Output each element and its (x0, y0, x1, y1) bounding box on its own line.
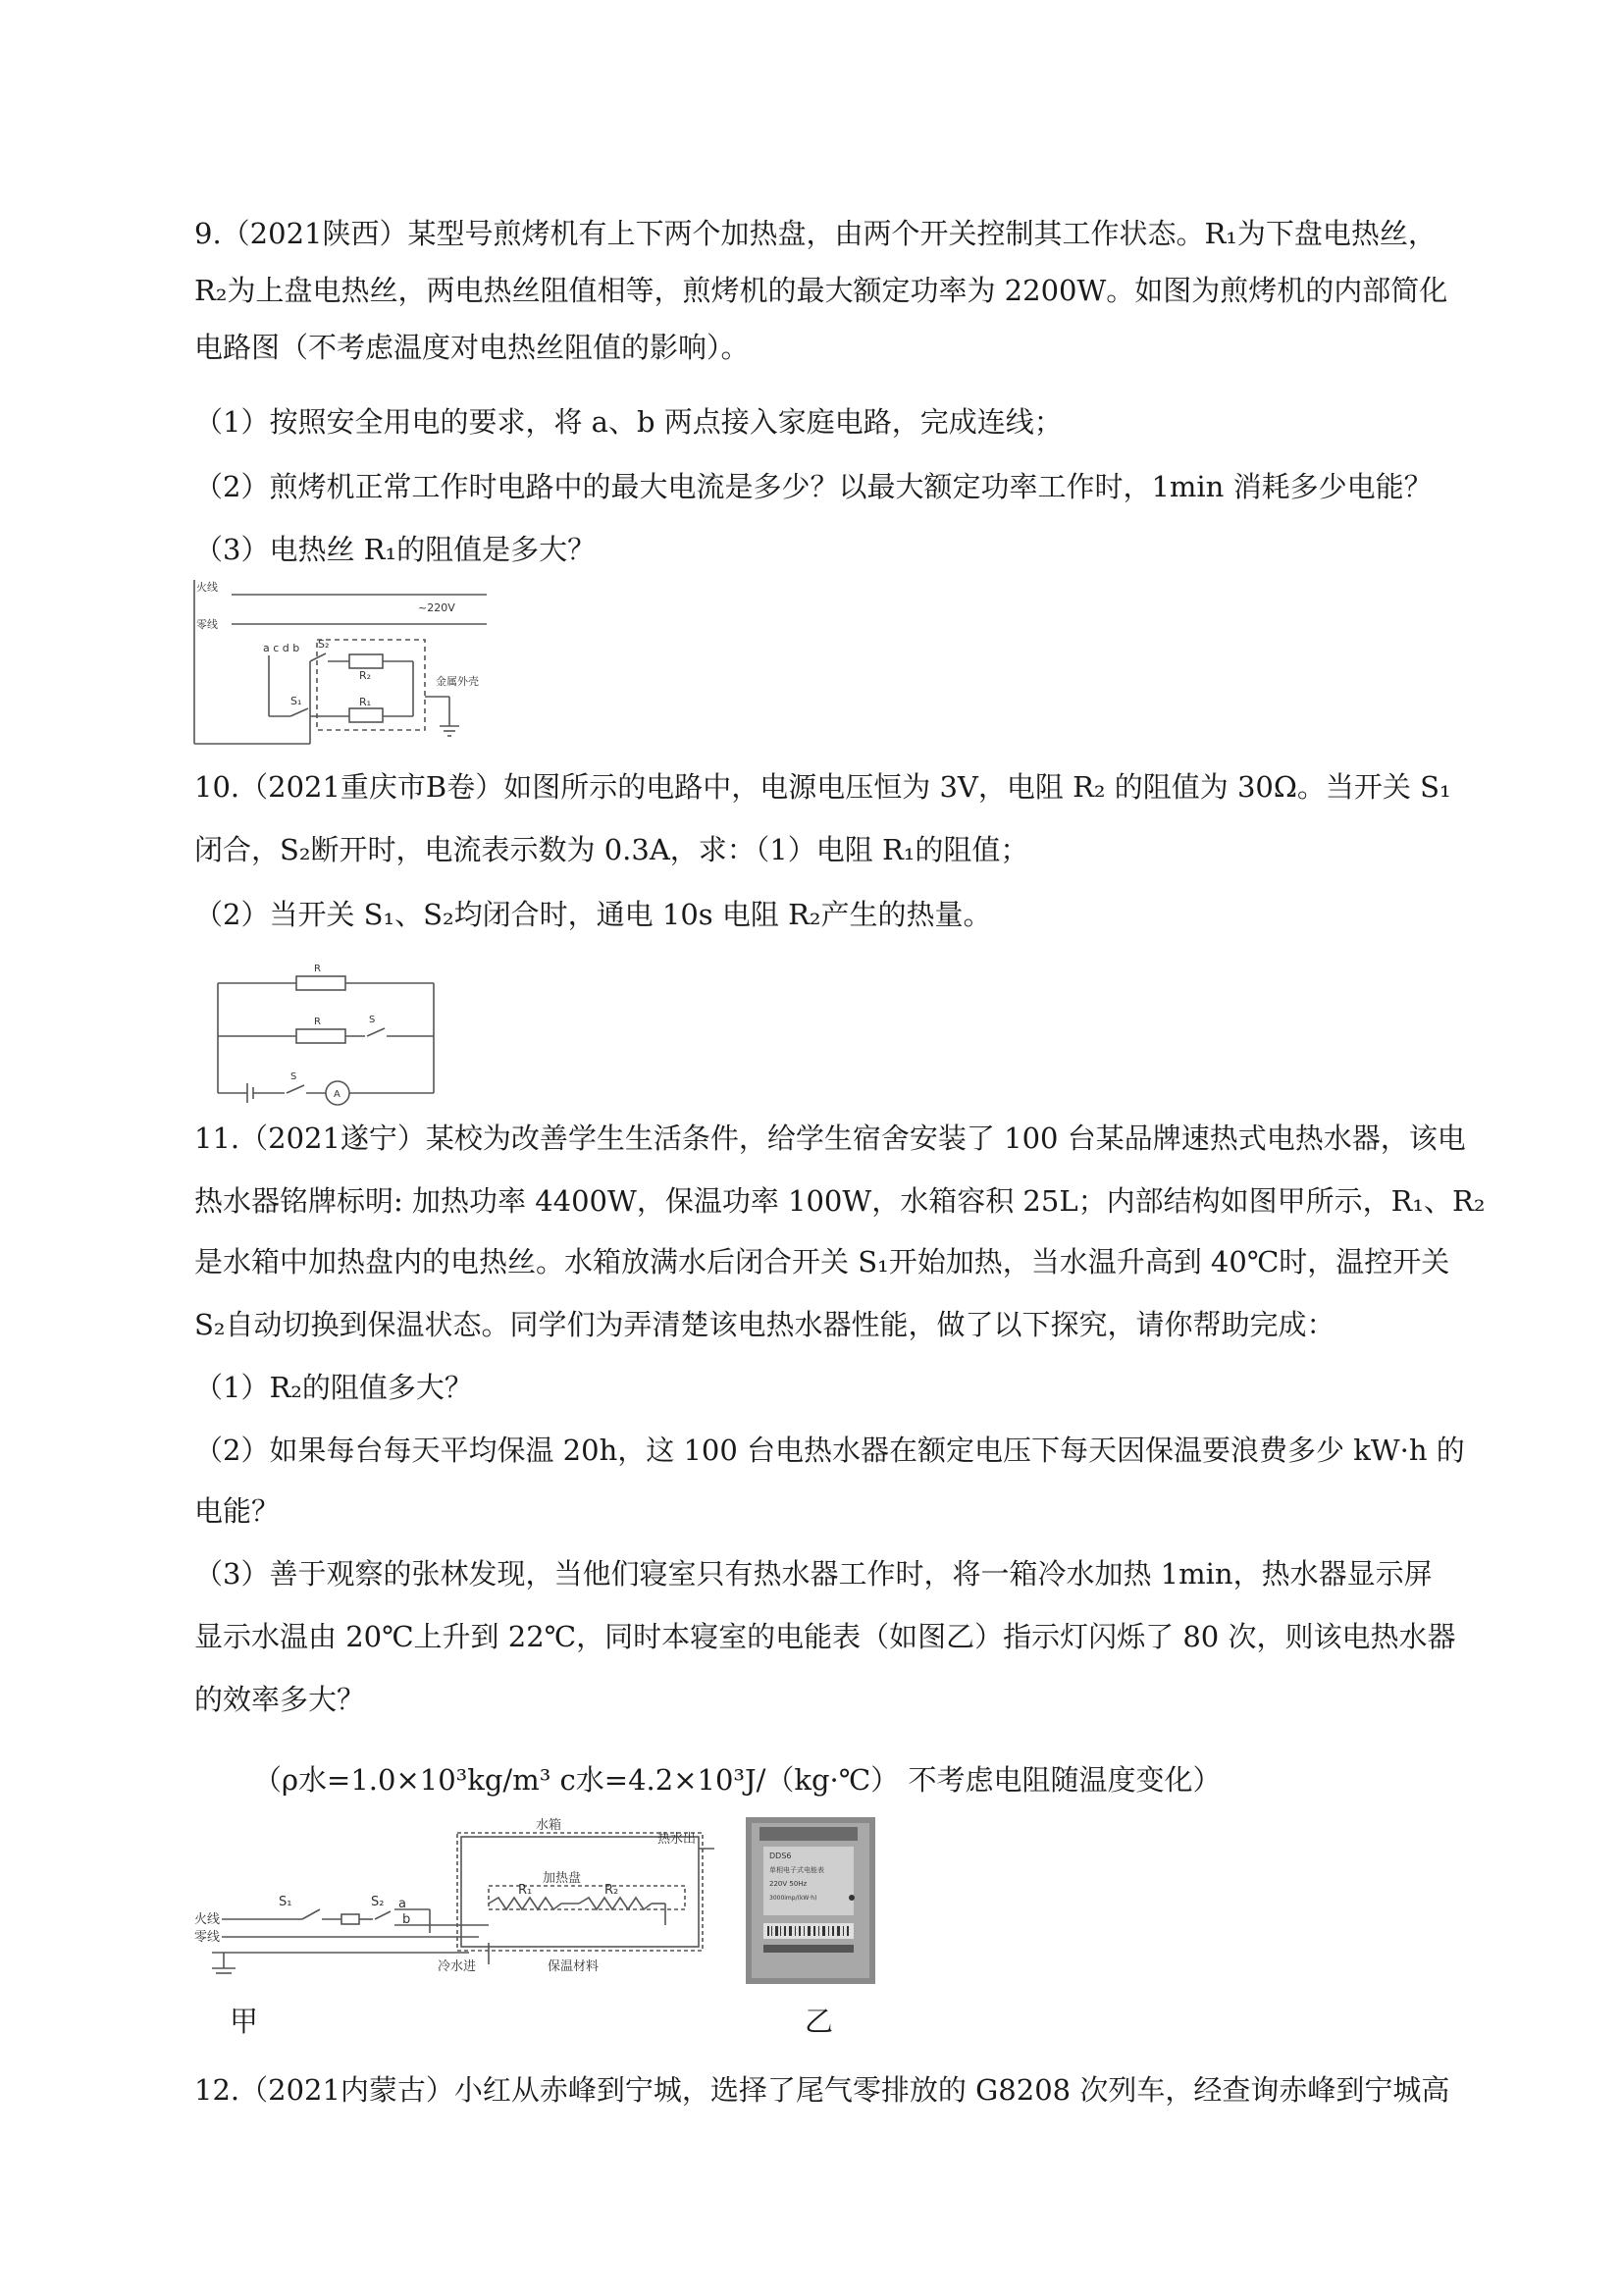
q11-part-2-cont: 电能？ (194, 1494, 281, 1528)
q10-line-2: 闭合，S₂断开时，电流表示数为 0.3A，求：（1）电阻 R₁的阻值； (194, 833, 1029, 866)
q11-heater-circuit-diagram (194, 1815, 714, 1992)
q11-tank-label: 水箱 (536, 1818, 562, 1833)
q9-s2-label: S₂ (318, 638, 330, 651)
q9-circuit-diagram (192, 579, 516, 756)
q11-meter-indicator-light (849, 1895, 855, 1901)
q9-points-label: a c d b (263, 642, 300, 654)
q11-insulation-label: 保温材料 (548, 1959, 600, 1974)
q11-hot-out-label: 热水出 (657, 1832, 697, 1847)
q11-line-3: 是水箱中加热盘内的电热丝。水箱放满水后闭合开关 S₁开始加热，当水温升高到 40℃时，温控开关 (194, 1245, 1450, 1278)
q9-case-label: 金属外壳 (436, 675, 479, 688)
q10-s2-label: S (369, 1015, 376, 1025)
q9-neutral-wire-label: 零线 (196, 618, 218, 631)
q9-part-3: （3）电热丝 R₁的阻值是多大？ (194, 533, 597, 566)
q11-r1-label: R₁ (518, 1883, 533, 1898)
q10-part-2: （2）当开关 S₁、S₂均闭合时，通电 10s 电阻 R₂产生的热量。 (194, 898, 992, 931)
q11-meter-rating: 220V 50Hz (769, 1880, 808, 1888)
q11-part-2: （2）如果每台每天平均保温 20h，这 100 台电热水器在额定电压下每天因保温要浪费多少 kW·h 的 (194, 1434, 1465, 1467)
q9-line-3: 电路图（不考虑温度对电热丝阻值的影响）。 (194, 331, 750, 364)
q11-live-label: 火线 (194, 1912, 221, 1927)
q11-r2-label: R₂ (604, 1883, 619, 1898)
q11-s1-label: S₁ (279, 1895, 292, 1909)
q10-s1-label: S (290, 1071, 297, 1082)
q11-part-3-cont-2: 的效率多大？ (194, 1683, 366, 1716)
q10-ammeter-label: A (334, 1089, 340, 1100)
q11-part-3: （3）善于观察的张林发现，当他们寝室只有热水器工作时，将一箱冷水加热 1min，热水器显示屏 (194, 1557, 1433, 1591)
q11-a-label: a (398, 1897, 406, 1911)
q11-plate-label: 加热盘 (543, 1871, 582, 1886)
q9-live-wire-label: 火线 (196, 581, 218, 594)
q10-r1-label: R (314, 1017, 321, 1027)
q11-meter-kind: 单相电子式电能表 (769, 1866, 824, 1874)
q9-r1-label: R₁ (359, 696, 372, 708)
q9-line-1: 9.（2021陕西）某型号煎烤机有上下两个加热盘，由两个开关控制其工作状态。R₁为下盘电热丝， (194, 217, 1437, 250)
q11-meter-spec: 3000imp/(kW·h) (769, 1895, 817, 1902)
q11-figure-label-yi: 乙 (805, 2005, 834, 2038)
q11-s2-label: S₂ (371, 1895, 385, 1909)
q10-line-1: 10.（2021重庆市B卷）如图所示的电路中，电源电压恒为 3V，电阻 R₂ 的阻值为 30Ω。当开关 S₁ (194, 770, 1451, 804)
q10-circuit-diagram (208, 950, 444, 1107)
q10-r2-label: R (314, 964, 321, 974)
q11-cold-in-label: 冷水进 (438, 1959, 477, 1974)
q11-line-4: S₂自动切换到保温状态。同学们为弄清楚该电热水器性能，做了以下探究，请你帮助完成： (194, 1308, 1335, 1341)
q9-part-2: （2）煎烤机正常工作时电路中的最大电流是多少？以最大额定功率工作时，1min 消耗多少电能？ (194, 470, 1433, 503)
q11-neutral-label: 零线 (194, 1930, 221, 1945)
q9-r2-label: R₂ (359, 669, 372, 682)
q11-part-1: （1）R₂的阻值多大？ (194, 1371, 473, 1404)
q11-line-1: 11.（2021遂宁）某校为改善学生生活条件，给学生宿舍安装了 100 台某品牌速热式电热水器，该电 (194, 1122, 1466, 1155)
q9-s1-label: S₁ (290, 695, 302, 707)
q11-part-3-cont-1: 显示水温由 20℃上升到 22℃，同时本寝室的电能表（如图乙）指示灯闪烁了 80 次，则该电热水器 (194, 1620, 1456, 1653)
q9-part-1: （1）按照安全用电的要求，将 a、b 两点接入家庭电路，完成连线； (194, 405, 1063, 439)
q9-voltage-label: ~220V (418, 601, 455, 614)
q11-b-label: b (402, 1912, 411, 1927)
q9-line-2: R₂为上盘电热丝，两电热丝阻值相等，煎烤机的最大额定功率为 2200W。如图为煎烤机的内部简化 (194, 274, 1448, 307)
q12-line-1: 12.（2021内蒙古）小红从赤峰到宁城，选择了尾气零排放的 G8208 次列车，经查询赤峰到宁城高 (194, 2073, 1450, 2107)
q11-energy-meter-image (746, 1817, 875, 1984)
q11-line-2: 热水器铭牌标明: 加热功率 4400W，保温功率 100W，水箱容积 25L；内部结构如图甲所示，R₁、R₂ (194, 1184, 1486, 1218)
q11-meter-brand: DDS6 (769, 1852, 792, 1860)
q11-figure-label-jia: 甲 (230, 2005, 259, 2038)
q11-given-constants: （ρ水=1.0×10³kg/m³ c水=4.2×10³J/（kg·℃） 不考虑电阻随温度变化） (253, 1763, 1222, 1797)
